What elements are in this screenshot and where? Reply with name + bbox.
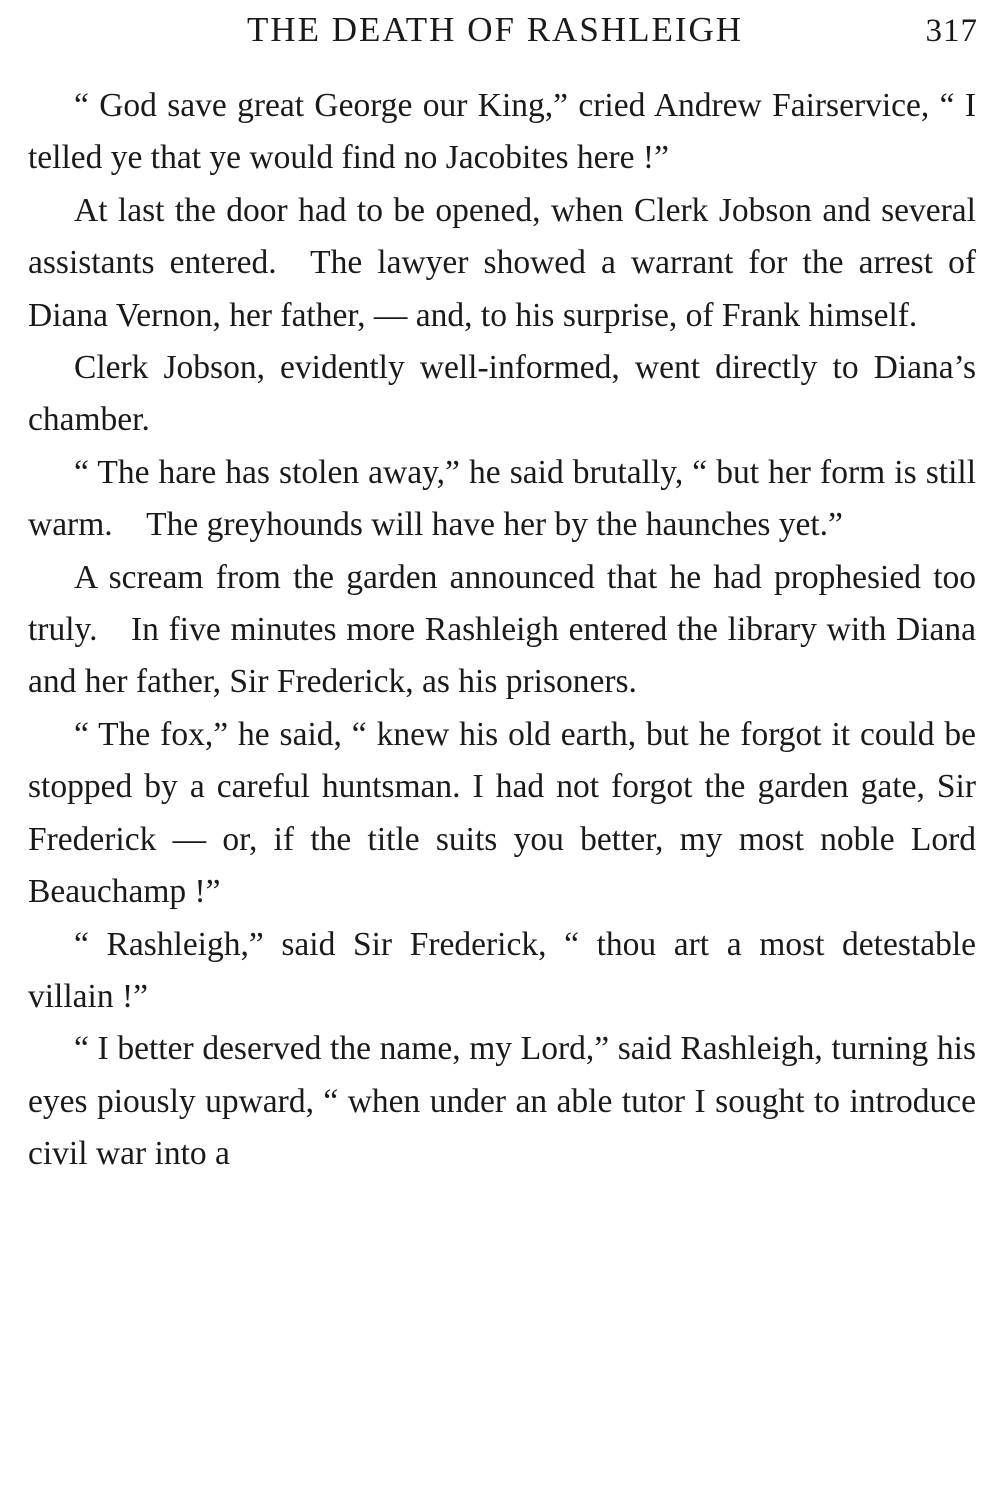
paragraph: “ The fox,” he said, “ knew his old earth, but he forgot it could be stopped by a careful huntsman. I had not forgot the garden gate, Sir Frederick — or, if the title suits you better, my most noble Lord Beauchamp !” xyxy=(28,715,976,911)
paragraph: “ God save great George our King,” cried Andrew Fairservice, “ I telled ye that ye would find no Jacobites here !” xyxy=(28,87,976,177)
running-head: THE DEATH OF RASHLEIGH xyxy=(246,10,744,49)
page-body xyxy=(28,80,976,1181)
paragraph: “ The hare has stolen away,” he said brutally, “ but her form is still warm. The greyhounds will have her by the haunches yet.” xyxy=(28,453,976,544)
page-header xyxy=(30,10,978,58)
page-number: 317 xyxy=(925,13,978,49)
paragraph: “ I better deserved the name, my Lord,” said Rashleigh, turning his eyes piously upward, “ when under an able tutor I sought to introduce civil war into a xyxy=(28,1030,976,1173)
paragraph: A scream from the garden announced that he had prophesied too truly. In five minutes more Rashleigh entered the library with Diana and her father, Sir Frederick, as his prisoners. xyxy=(28,558,976,701)
paragraph: At last the door had to be opened, when Clerk Jobson and several assistants entered. The lawyer showed a warrant for the arrest of Diana Vernon, her father, — and, to his surprise, of Frank himself. xyxy=(28,191,976,334)
paragraph: “ Rashleigh,” said Sir Frederick, “ thou art a most detestable villain !” xyxy=(28,925,976,1015)
paragraph: Clerk Jobson, evidently well-informed, went directly to Diana’s chamber. xyxy=(28,349,976,439)
